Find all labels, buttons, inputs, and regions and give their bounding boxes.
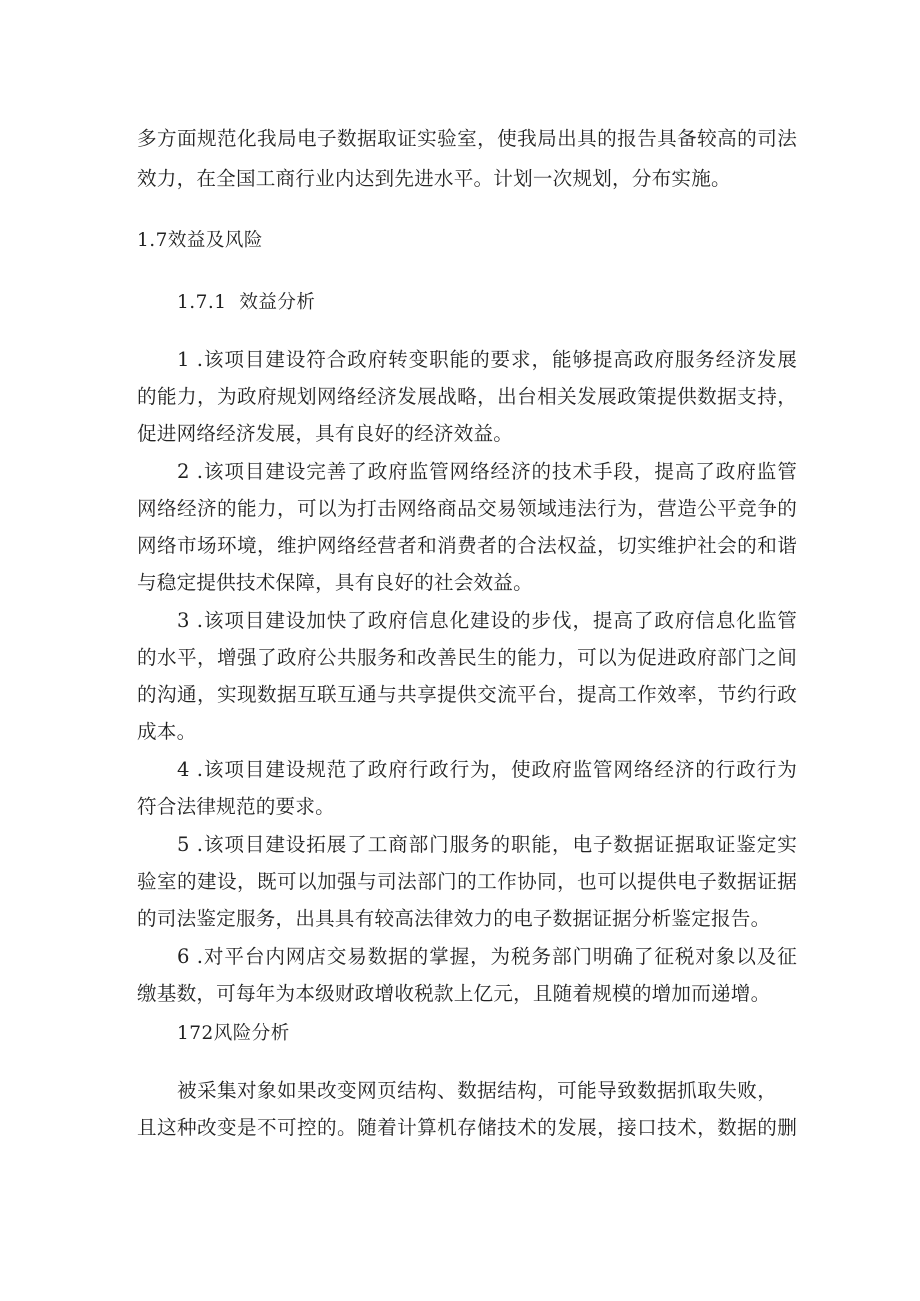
benefit-item-5-line: 的司法鉴定服务，出具具有较高法律效力的电子数据证据分析鉴定报告。	[137, 907, 771, 930]
benefit-item-5-line: 5 .该项目建设拓展了工商部门服务的职能，电子数据证据取证鉴定实	[177, 833, 797, 856]
risk-line: 且这种改变是不可控的。随着计算机存储技术的发展，接口技术，数据的删	[137, 1116, 797, 1139]
intro-line: 多方面规范化我局电子数据取证实验室，使我局出具的报告具备较高的司法	[137, 127, 797, 150]
benefit-item-3-line: 的沟通，实现数据互联互通与共享提供交流平台，提高工作效率，节约行政	[137, 683, 797, 706]
benefit-item-3-line: 3 .该项目建设加快了政府信息化建设的步伐，提高了政府信息化监管	[177, 609, 797, 632]
subsection-heading-benefit: 1.7.1 效益分析	[177, 292, 316, 313]
section-heading: 1.7效益及风险	[137, 230, 263, 251]
risk-line: 被采集对象如果改变网页结构、数据结构，可能导致数据抓取失败，	[177, 1079, 777, 1102]
benefit-item-4-line: 符合法律规范的要求。	[137, 795, 335, 818]
benefit-item-1-line: 促进网络经济发展，具有良好的经济效益。	[137, 422, 514, 445]
benefit-item-6-line: 缴基数，可每年为本级财政增收税款上亿元，且随着规模的增加而递增。	[137, 982, 771, 1005]
benefit-item-5-line: 验室的建设，既可以加强与司法部门的工作协同，也可以提供电子数据证据	[137, 870, 797, 893]
benefit-item-2-line: 2 .该项目建设完善了政府监管网络经济的技术手段，提高了政府监管	[177, 460, 797, 483]
benefit-item-1-line: 1 .该项目建设符合政府转变职能的要求，能够提高政府服务经济发展	[177, 348, 797, 371]
benefit-item-3-line: 的水平，增强了政府公共服务和改善民生的能力，可以为促进政府部门之间	[137, 646, 797, 669]
benefit-item-4-line: 4 .该项目建设规范了政府行政行为，使政府监管网络经济的行政行为	[177, 758, 797, 781]
benefit-item-2-line: 与稳定提供技术保障，具有良好的社会效益。	[137, 571, 533, 594]
benefit-item-1-line: 的能力，为政府规划网络经济发展战略，出台相关发展政策提供数据支持，	[137, 385, 797, 408]
subsection-heading-risk: 172风险分析	[177, 1023, 290, 1044]
benefit-item-6-line: 6 .对平台内网店交易数据的掌握，为税务部门明确了征税对象以及征	[177, 945, 797, 968]
benefit-item-3-line: 成本。	[137, 720, 197, 743]
benefit-item-2-line: 网络市场环境，维护网络经营者和消费者的合法权益，切实维护社会的和谐	[137, 534, 797, 557]
benefit-item-2-line: 网络经济的能力，可以为打击网络商品交易领域违法行为，营造公平竞争的	[137, 497, 797, 520]
intro-line: 效力，在全国工商行业内达到先进水平。计划一次规划，分布实施。	[137, 167, 731, 190]
